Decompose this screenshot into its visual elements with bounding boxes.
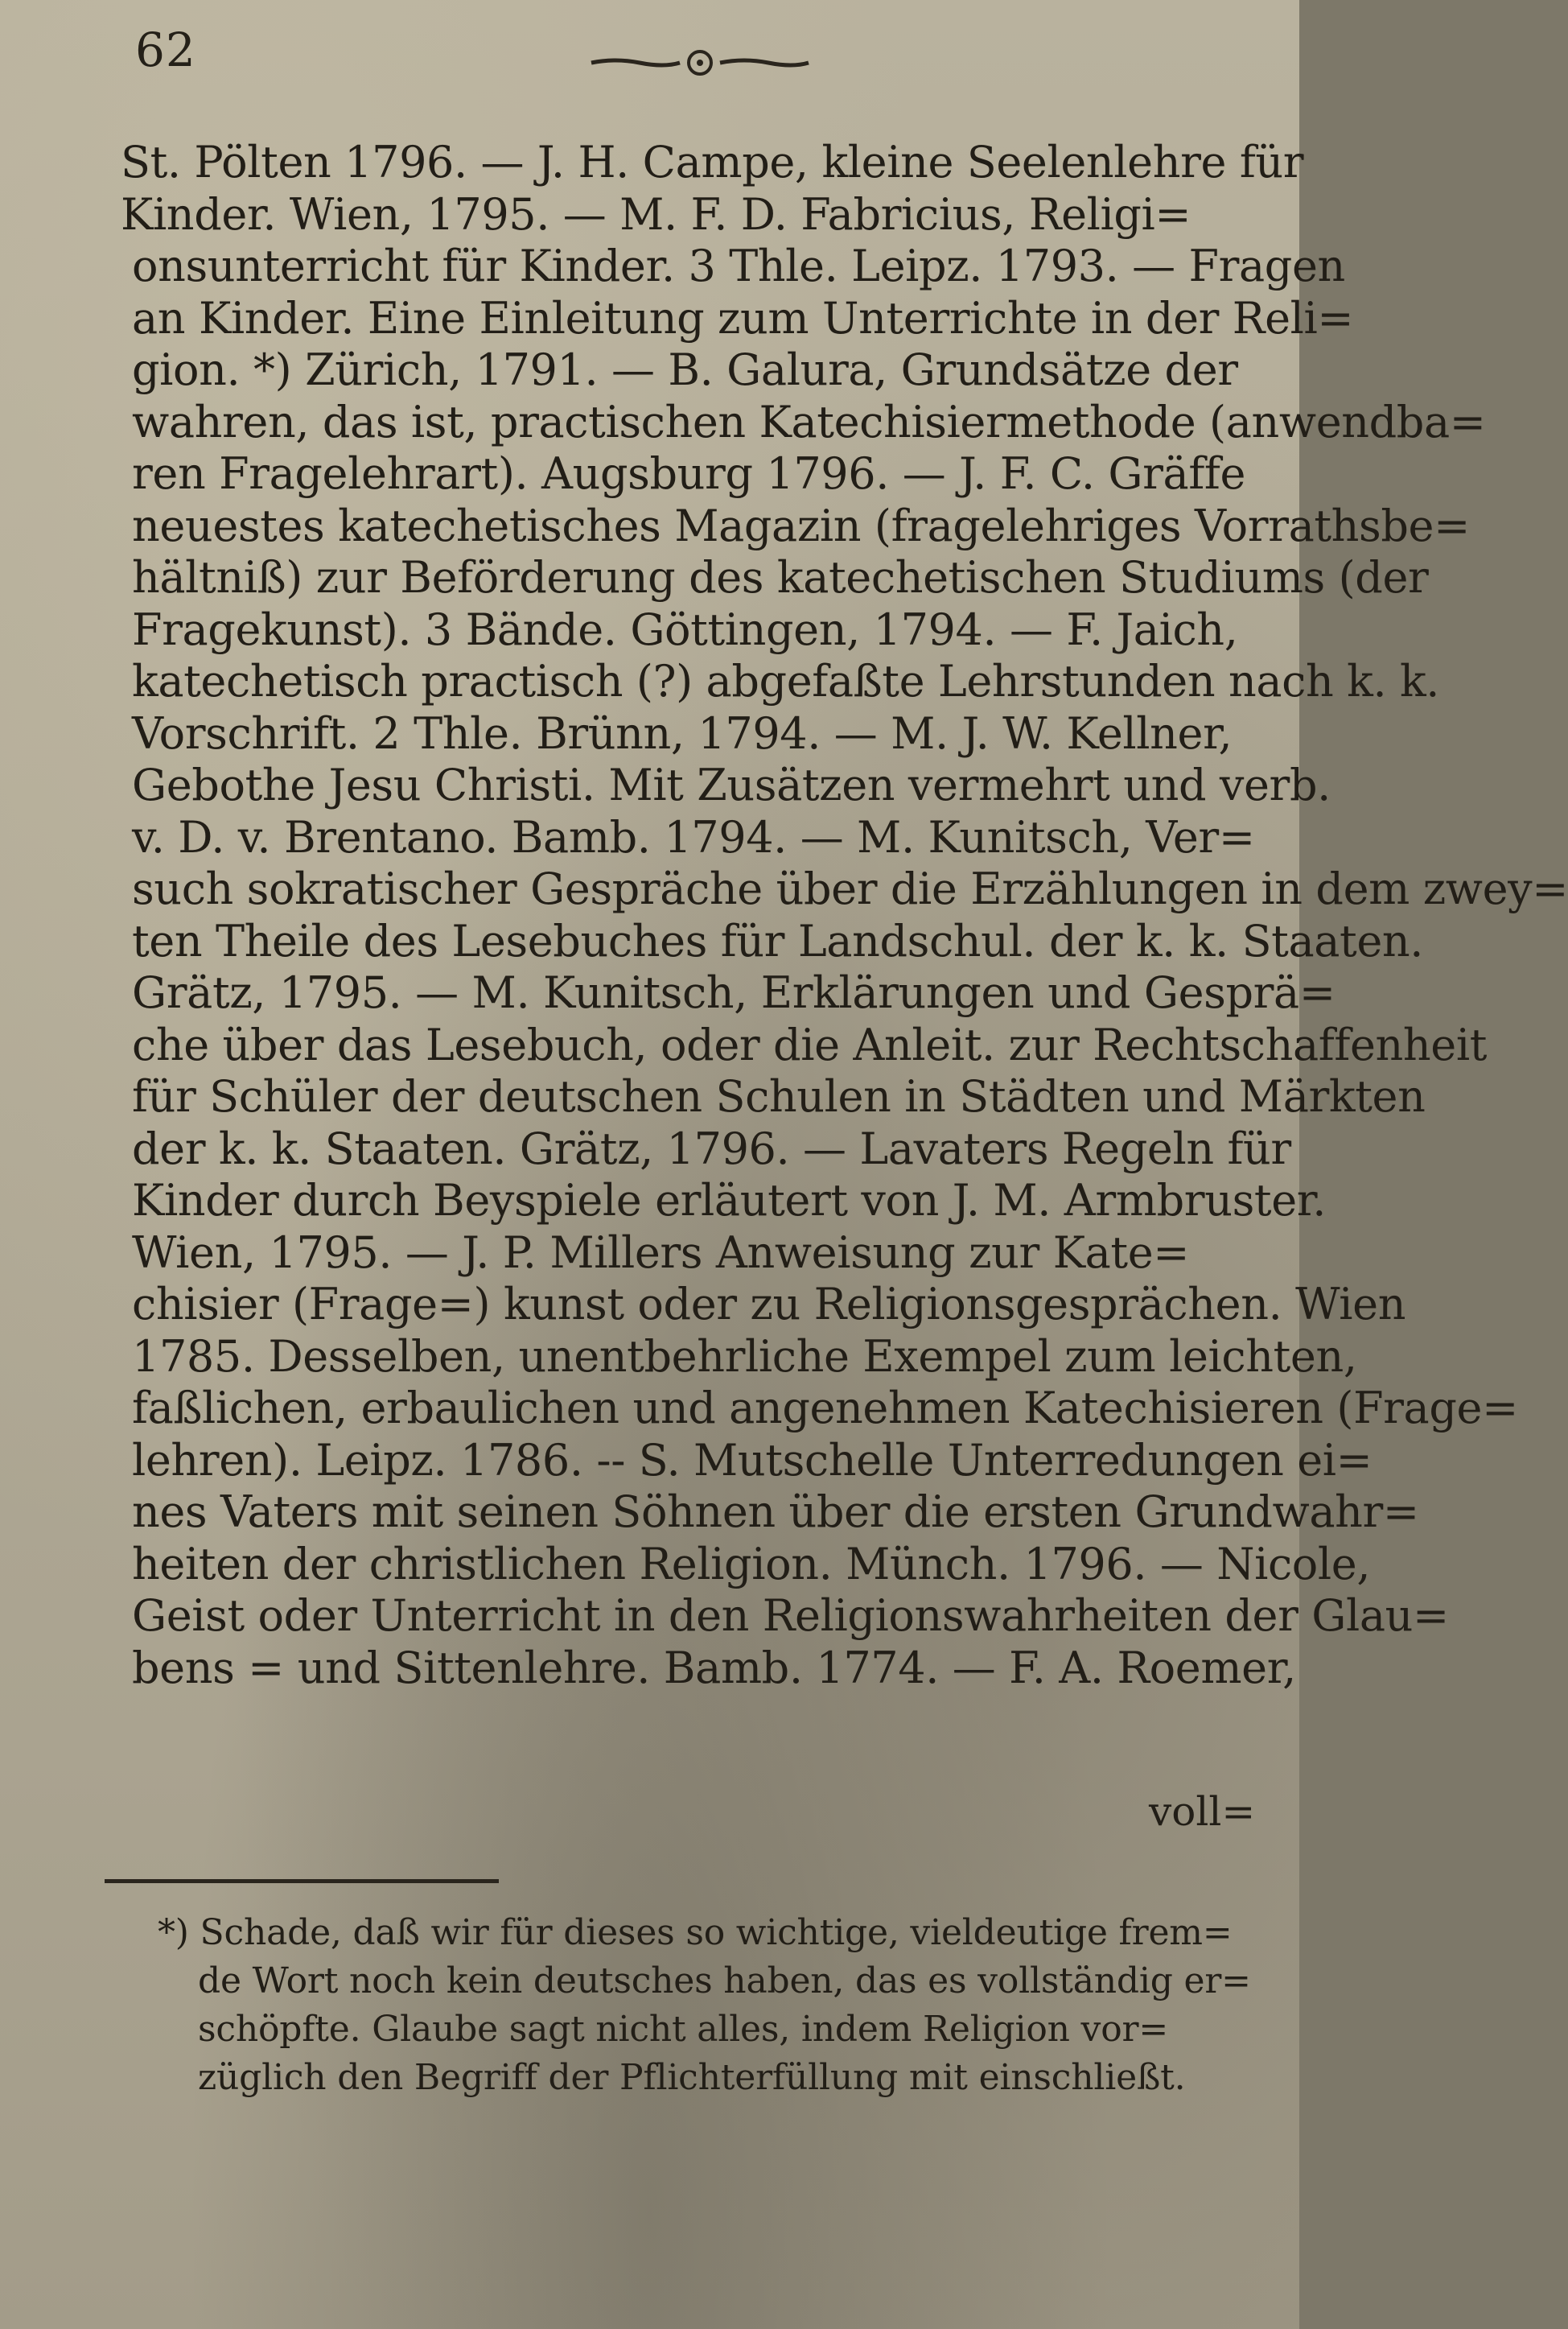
text-line: St. Pölten 1796. — J. H. Campe, kleine Seelenlehre für: [121, 137, 1304, 188]
footnote-line: schöpfte. Glaube sagt nicht alles, indem Religion vor=: [198, 2009, 1168, 2050]
text-line: für Schüler der deutschen Schulen in Städten und Märkten: [132, 1071, 1426, 1122]
text-line: nes Vaters mit seinen Söhnen über die ersten Grundwahr=: [132, 1486, 1419, 1537]
text-line: such sokratischer Gespräche über die Erzählungen in dem zwey=: [132, 864, 1568, 914]
text-line: 1785. Desselben, unentbehrliche Exempel zum leichten,: [132, 1330, 1357, 1382]
text-line: gion. *) Zürich, 1791. — B. Galura, Grundsätze der: [132, 344, 1238, 395]
text-line: che über das Lesebuch, oder die Anleit. zur Rechtschaffenheit: [132, 1019, 1488, 1070]
text-line: Kinder durch Beyspiele erläutert von J. M. Armbruster.: [132, 1175, 1326, 1226]
text-line: lehren). Leipz. 1786. -- S. Mutschelle Unterredungen ei=: [132, 1434, 1373, 1486]
text-line: heiten der christlichen Religion. Münch. 1796. — Nicole,: [132, 1538, 1371, 1589]
text-line: der k. k. Staaten. Grätz, 1796. — Lavaters Regeln für: [132, 1123, 1291, 1174]
text-line: Fragekunst). 3 Bände. Göttingen, 1794. — F. Jaich,: [132, 604, 1238, 655]
text-line: bens = und Sittenlehre. Bamb. 1774. — F. A. Roemer,: [132, 1642, 1296, 1693]
text-line: Wien, 1795. — J. P. Millers Anweisung zur Kate=: [132, 1226, 1190, 1278]
text-line: faßlichen, erbaulichen und angenehmen Katechisieren (Frage=: [132, 1383, 1518, 1433]
text-line: katechetisch practisch (?) abgefaßte Lehrstunden nach k. k.: [132, 656, 1440, 707]
page-number: 62: [135, 23, 196, 77]
text-line: neuestes katechetisches Magazin (fragelehriges Vorrathsbe=: [132, 500, 1470, 551]
footnote-line: de Wort noch kein deutsches haben, das es vollständig er=: [198, 1960, 1251, 2001]
text-line: Kinder. Wien, 1795. — M. F. D. Fabricius, Religi=: [121, 188, 1191, 240]
text-line: an Kinder. Eine Einleitung zum Unterrichte in der Reli=: [132, 292, 1354, 344]
header-ornament-icon: [583, 47, 817, 79]
text-line: onsunterricht für Kinder. 3 Thle. Leipz. 1793. — Fragen: [132, 241, 1345, 291]
footnote-line: züglich den Begriff der Pflichterfüllung mit einschließt.: [198, 2057, 1186, 2098]
text-line: ten Theile des Lesebuches für Landschul. der k. k. Staaten.: [132, 915, 1424, 967]
text-line: ren Fragelehrart). Augsburg 1796. — J. F. C. Gräffe: [132, 448, 1246, 499]
text-line: Grätz, 1795. — M. Kunitsch, Erklärungen und Gesprä=: [132, 967, 1335, 1018]
footnote-line: *) Schade, daß wir für dieses so wichtige, vieldeutige frem=: [158, 1912, 1233, 1953]
text-line: Gebothe Jesu Christi. Mit Zusätzen vermehrt und verb.: [132, 760, 1331, 810]
text-line: Geist oder Unterricht in den Religionswahrheiten der Glau=: [132, 1590, 1449, 1641]
text-line: hältniß) zur Beförderung des katechetischen Studiums (der: [132, 552, 1429, 603]
text-line: Vorschrift. 2 Thle. Brünn, 1794. — M. J. W. Kellner,: [132, 707, 1233, 759]
footnote-divider: [105, 1879, 499, 1883]
text-line: wahren, das ist, practischen Katechisiermethode (anwendba=: [132, 396, 1486, 447]
text-line: v. D. v. Brentano. Bamb. 1794. — M. Kunitsch, Ver=: [132, 811, 1255, 863]
footnote: [158, 1909, 1251, 2102]
catchword: voll=: [1149, 1788, 1256, 1835]
text-line: chisier (Frage=) kunst oder zu Religionsgesprächen. Wien: [132, 1279, 1406, 1329]
body-text: [121, 137, 1568, 1694]
